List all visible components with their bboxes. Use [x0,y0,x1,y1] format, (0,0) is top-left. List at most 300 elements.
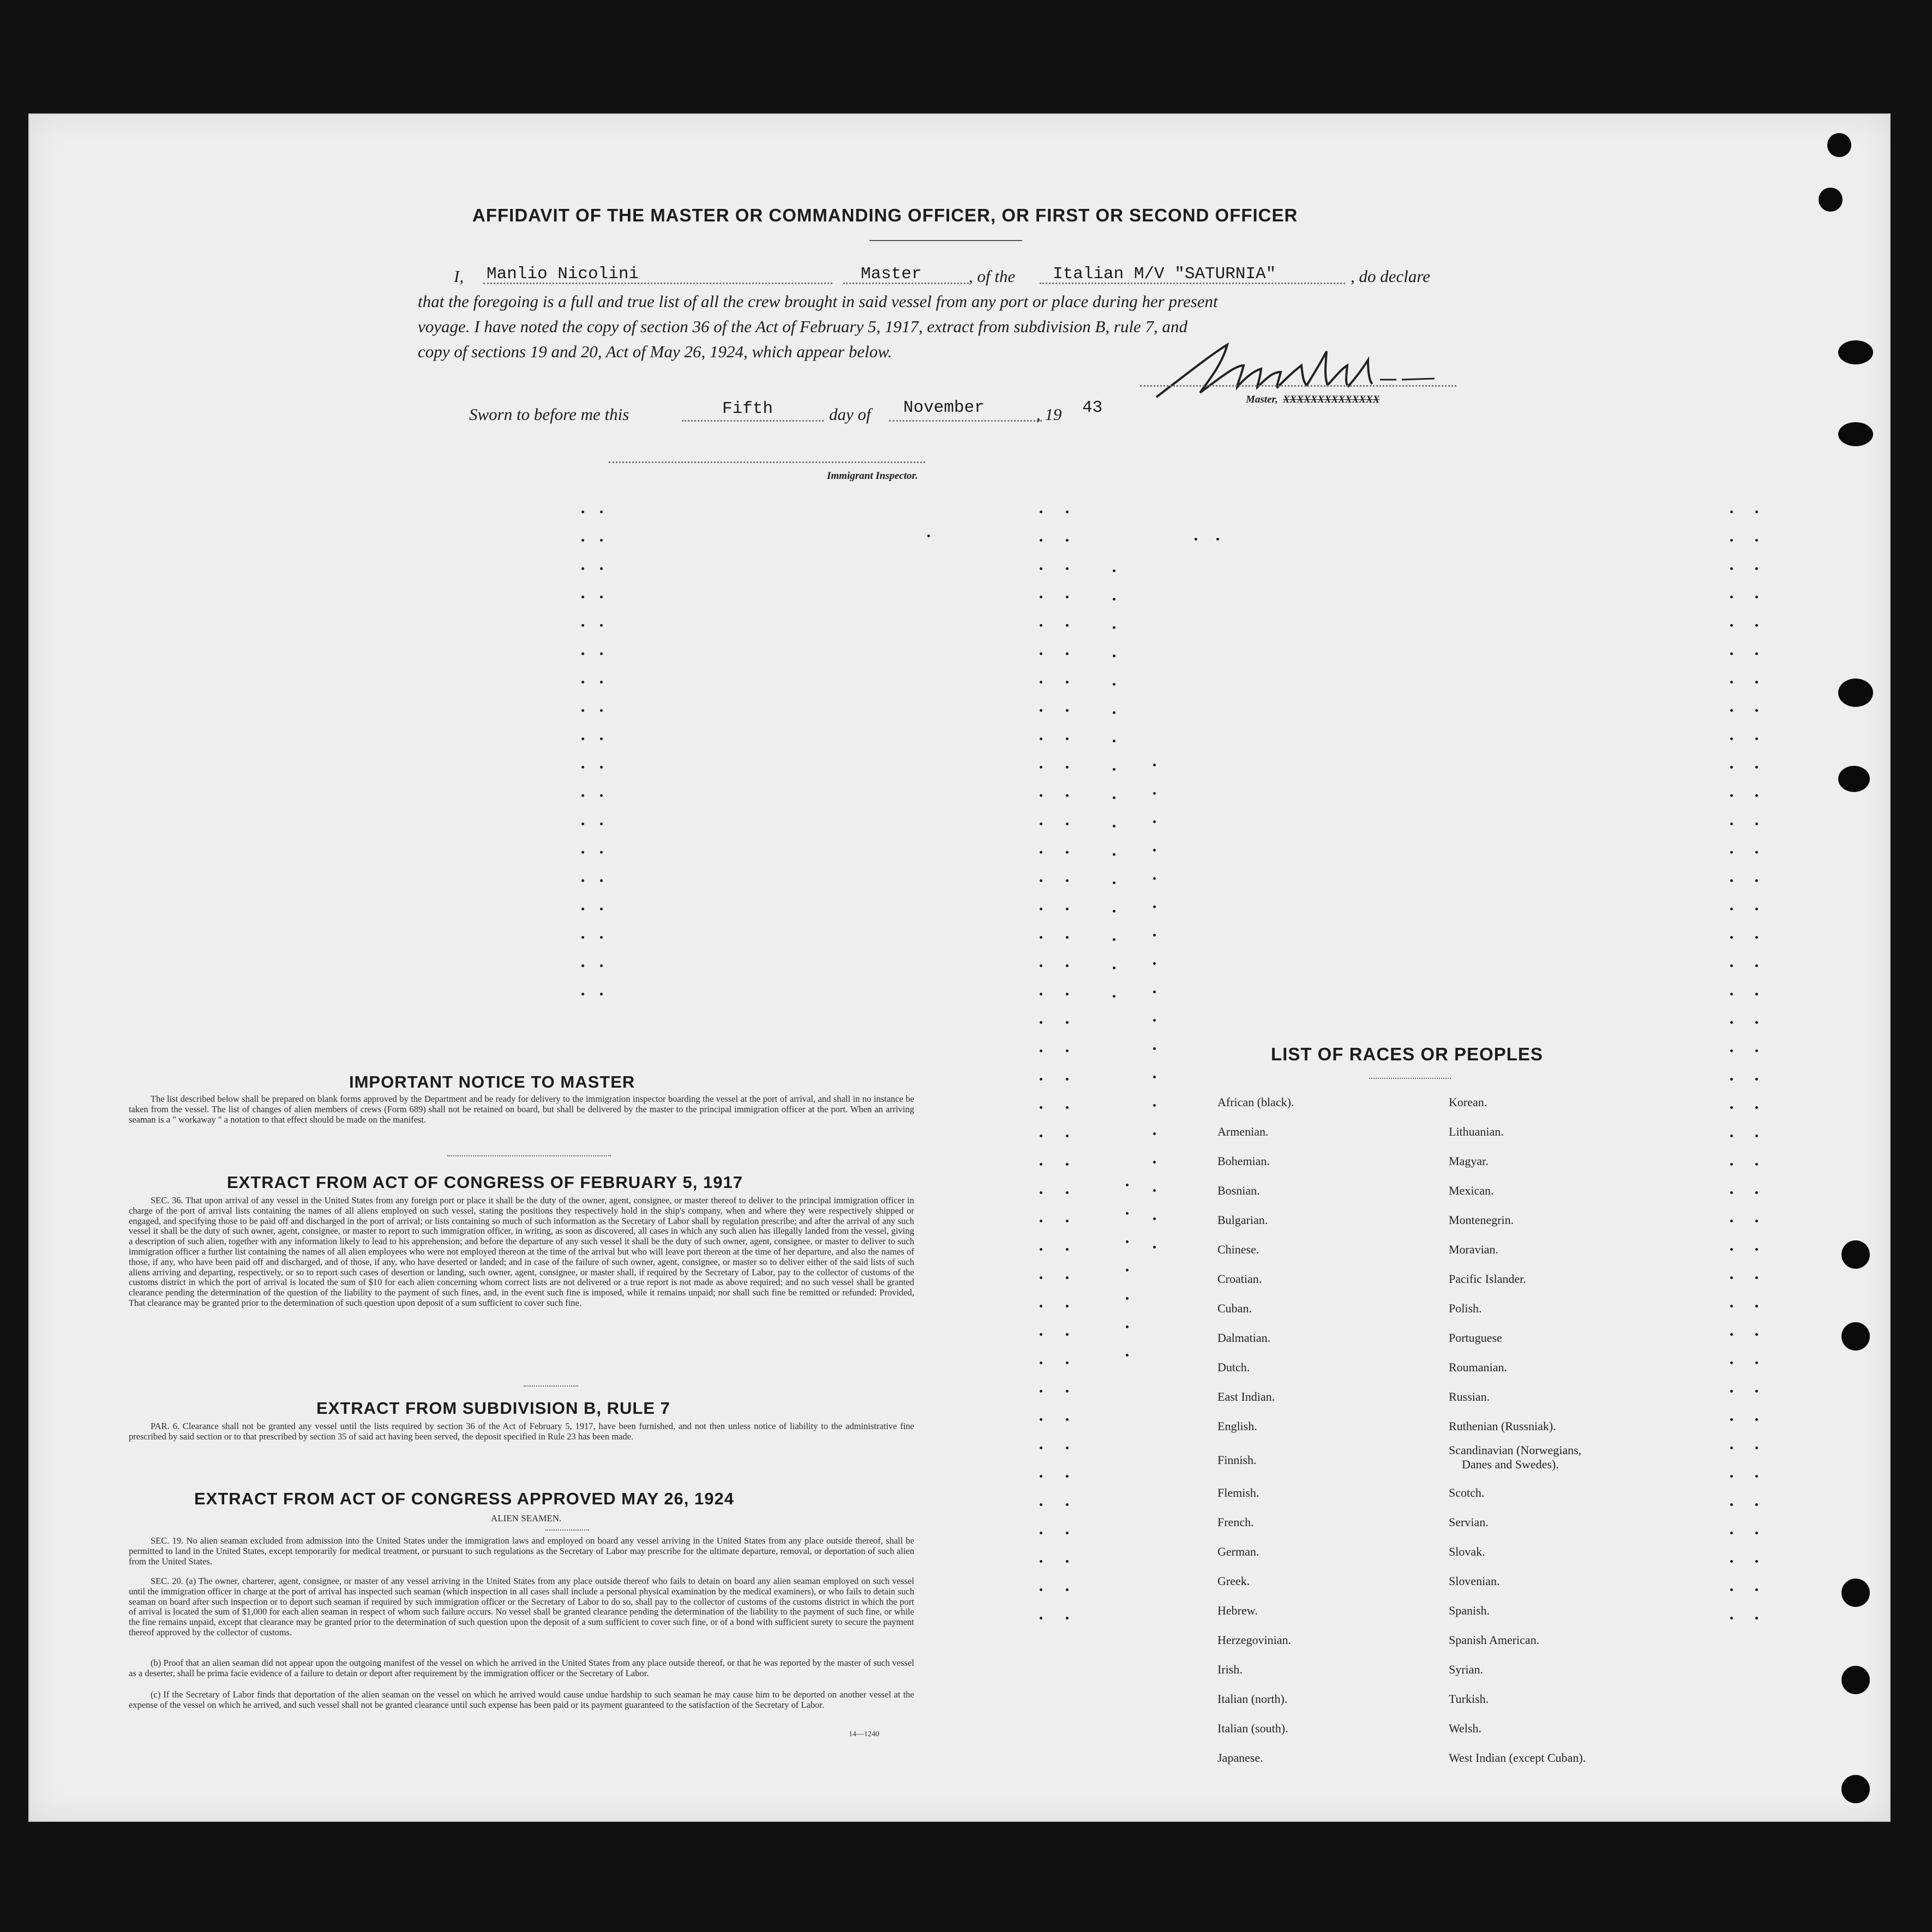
dot-mark [1040,1078,1042,1081]
race-item: Syrian. [1449,1663,1483,1676]
dot-mark [1113,881,1115,884]
dot-mark [600,879,603,882]
extract-1924-sec19: SEC. 19. No alien seaman excluded from admission into the United States under the immigration laws and employed on board any vessel arriving in the United States from any place outside thereof, shall be permitted to land in the United States, except temporarily for medical treatment, or pursuant to such regulations as the Secretary of Labor may prescribe for the ultimate departure, removal, or deportation of such alien from the United States. [129,1535,914,1567]
race-item: Dalmatian. [1217,1331,1271,1345]
dot-mark [1113,768,1115,771]
dot-mark [1066,1276,1069,1279]
race-item: Mexican. [1449,1184,1494,1197]
dot-mark [1113,910,1115,913]
dot-mark [1040,908,1042,910]
dot-mark [581,737,584,740]
dot-mark [1730,596,1733,598]
master-caption-struck: XXXXXXXXXXXXXX [1283,394,1380,405]
race-item: French. [1217,1515,1254,1529]
dot-mark [1730,1361,1733,1364]
dot-mark [1755,1333,1758,1336]
dot-mark [1730,1617,1733,1619]
dot-mark [1066,1106,1069,1109]
dot-mark [1040,1532,1042,1534]
dot-mark [1755,766,1758,769]
dot-mark [1730,1191,1733,1194]
dot-mark [1153,991,1156,993]
form-number: 14—1240 [849,1730,879,1738]
dot-mark [1153,1019,1156,1022]
dot-mark [1730,567,1733,570]
dot-mark [1755,993,1758,995]
dot-mark [581,936,584,939]
sworn-day: Fifth [722,399,773,418]
dot-mark [1040,851,1042,854]
dot-mark [1755,1021,1758,1024]
dot-mark [1153,1217,1156,1220]
dot-mark [1153,764,1156,766]
dot-mark [581,851,584,854]
dot-mark [1153,1076,1156,1078]
dot-mark [1730,794,1733,797]
dot-mark [1153,849,1156,851]
dot-mark [1040,1503,1042,1506]
race-item: East Indian. [1217,1390,1275,1403]
dot-mark [1153,1161,1156,1163]
dot-mark [1040,1617,1042,1619]
dot-mark [1113,569,1115,572]
dot-mark [600,908,603,910]
dot-mark [1755,964,1758,967]
dot-mark [1066,737,1069,740]
dot-mark [1040,511,1042,513]
dot-mark [1755,1447,1758,1449]
dot-mark [1755,1390,1758,1393]
dot-mark [1730,1106,1733,1109]
dot-mark [1755,1276,1758,1279]
binder-hole [1841,1775,1870,1803]
binder-hole [1838,766,1870,792]
dot-mark [1730,1305,1733,1307]
dot-mark [1126,1354,1129,1357]
binder-hole [1819,188,1843,212]
dot-mark [581,964,584,967]
dot-mark [1113,853,1115,856]
dot-mark [1730,1560,1733,1563]
dot-mark [1730,737,1733,740]
race-item: Lithuanian. [1449,1125,1504,1138]
dot-mark [1730,1390,1733,1393]
dot-mark [1066,1588,1069,1591]
dot-mark [1730,1588,1733,1591]
dot-mark [600,652,603,655]
binder-hole [1838,422,1873,446]
dot-mark [1126,1269,1129,1271]
dot-mark [1730,1135,1733,1137]
dot-mark [1066,1163,1069,1166]
dot-mark [1216,538,1219,541]
race-item: Hebrew. [1217,1604,1258,1617]
master-caption: Master, [1246,394,1278,405]
dot-mark [1040,737,1042,740]
dot-mark [1755,511,1758,513]
dot-mark [581,993,584,995]
binder-hole [1827,133,1851,157]
race-item: German. [1217,1545,1259,1558]
dot-mark [1066,567,1069,570]
race-item: Roumanian. [1449,1360,1507,1374]
dot-mark [581,681,584,683]
race-item: Portuguese [1449,1331,1502,1345]
dot-mark [1040,1361,1042,1364]
dot-mark [1066,1305,1069,1307]
race-item: Bulgarian. [1217,1213,1268,1227]
dot-mark [1040,879,1042,882]
extract-1917-text: SEC. 36. That upon arrival of any vessel in the United States from any foreign port or place it shall be the duty of the owner, agent, consignee, or master thereof to deliver to the principal immigration officer in charge of the port of arrival lists containing the names of all aliens employed on such vessel, stating the positions they respectively hold in the ship's company, when and where they were respectively shipped or engaged, and specifying those to be paid off and discharged in the port of arrival; or lists containing so much of such information as the Secretary of Labor shall by regulation prescribe; and after the arrival of any such vessel it shall be the duty of such owner, agent, consignee, or master to report to such immigration officer, in writing, as soon as discovered, all cases in which any such alien has illegally landed from the vessel, giving a description of such alien, together with any information likely to lead to his apprehension; and before the departure of any such vessel it shall be the duty of such owner, agent, consignee, or master to deliver to such immigration officer a further list containing the names of all alien employees who were not employed thereon at the time of the arrival but who will leave port thereon at the time of her departure, and also the names of those, if any, who have been paid off and discharged, and of those, if any, who have deserted or landed; and in case of the failure of such owner, agent, consignee, or master so to deliver either of the said lists of such aliens arriving and departing, respectively, or so to report such cases of desertion or landing, such owner, agent, consignee, or master shall, if required by the Secretary of Labor, pay to the collector of customs of the customs district in which the port of arrival is located the sum of $10 for each alien concerning whom correct lists are not delivered or a true report is not made as above required; and no such vessel shall be granted clearance pending the determination of the question of the liability to the payment of such fines, and, in the event such fine is imposed, while it remains unpaid; nor shall such fine be remitted or refunded: Provided, That clearance may be granted prior to the determination of such question upon deposit of a sum sufficient to cover such fine. [129,1195,914,1308]
dot-mark [600,681,603,683]
declaration-line-3: voyage. I have noted the copy of section 36 of the Act of February 5, 1917, extract from subdivision B, rule 7, and [418,317,1188,336]
dot-mark [1066,879,1069,882]
dot-mark [581,879,584,882]
dot-mark [1066,539,1069,542]
dot-mark [1153,1246,1156,1249]
race-item: Scandinavian (Norwegians, [1449,1443,1582,1457]
dot-mark [1040,1418,1042,1421]
dot-mark [1066,1049,1069,1052]
dot-mark [1730,936,1733,939]
race-item: Spanish American. [1449,1633,1540,1647]
dot-mark [1755,851,1758,854]
dot-mark [1755,1588,1758,1591]
dot-mark [1040,652,1042,655]
race-item: Cuban. [1217,1301,1252,1315]
dot-mark [1730,1021,1733,1024]
dot-mark [1066,823,1069,825]
dot-mark [1730,1248,1733,1251]
dot-mark [1755,652,1758,655]
dot-mark [1153,1047,1156,1050]
decl-prefix: I, [454,267,464,286]
dot-mark [600,737,603,740]
dot-mark [1730,1532,1733,1534]
dot-mark [1153,934,1156,937]
dot-mark [1755,709,1758,712]
extract-rule7-title: EXTRACT FROM SUBDIVISION B, RULE 7 [316,1399,670,1418]
dot-mark [1040,1163,1042,1166]
dot-mark [1113,967,1115,969]
dot-mark [1755,596,1758,598]
dot-mark [1066,1333,1069,1336]
affidavit-title: AFFIDAVIT OF THE MASTER OR COMMANDING OFFICER, OR FIRST OR SECOND OFFICER [472,205,1298,225]
dot-mark [1066,1418,1069,1421]
dot-mark [600,624,603,627]
extract-1924-sec20c: (c) If the Secretary of Labor finds that deportation of the alien seaman on the vessel on which he arrived would cause undue hardship to such seaman he may cause him to be deported on another vessel at the expense of the vessel on which he arrived, and such vessel shall not be granted clearance until such expense has been paid or its payment guaranteed to the satisfaction of the Secretary of Labor. [129,1689,914,1710]
dot-mark [1066,794,1069,797]
dot-mark [1040,1305,1042,1307]
dot-mark [1040,1588,1042,1591]
dot-mark [1066,1248,1069,1251]
dot-mark [1730,624,1733,627]
dot-mark [600,709,603,712]
dot-mark [1755,1163,1758,1166]
dot-mark [1040,1191,1042,1194]
race-item: Croatian. [1217,1272,1262,1286]
race-item: Servian. [1449,1515,1489,1529]
race-item: Slovenian. [1449,1574,1500,1588]
dot-mark [1066,1475,1069,1478]
binder-hole [1841,1240,1870,1269]
dot-mark [1066,1191,1069,1194]
dot-mark [581,823,584,825]
dot-mark [1066,766,1069,769]
dot-mark [600,936,603,939]
dot-mark [1126,1212,1129,1215]
race-item: Greek. [1217,1574,1250,1588]
dot-mark [1066,964,1069,967]
dot-mark [581,766,584,769]
dot-mark [581,596,584,598]
race-item: Korean. [1449,1095,1487,1109]
dot-mark [1755,1475,1758,1478]
extract-1924-title: EXTRACT FROM ACT OF CONGRESS APPROVED MAY 26, 1924 [194,1489,734,1508]
race-item: Ruthenian (Russniak). [1449,1419,1556,1433]
race-item: English. [1217,1419,1257,1433]
sworn-year-suffix: 43 [1082,398,1103,417]
dot-mark [1040,1560,1042,1563]
dot-mark [1066,1560,1069,1563]
dot-mark [927,535,930,537]
dot-mark [1040,1021,1042,1024]
dot-mark [1730,993,1733,995]
dot-mark [1730,1276,1733,1279]
dot-mark [1113,711,1115,714]
dot-mark [581,794,584,797]
extract-1917-title: EXTRACT FROM ACT OF CONGRESS OF FEBRUARY 5, 1917 [227,1173,743,1192]
dot-mark [1040,794,1042,797]
dot-mark [1730,964,1733,967]
dot-mark [1066,1532,1069,1534]
race-item: Finnish. [1217,1453,1257,1467]
dot-mark [1113,796,1115,799]
dot-mark [1126,1325,1129,1328]
vessel-name: Italian M/V "SATURNIA" [1053,265,1276,284]
dot-mark [1755,1418,1758,1421]
dot-mark [1040,993,1042,995]
master-name: Manlio Nicolini [487,265,639,284]
sworn-day-of: day of [829,405,871,424]
dot-mark [600,596,603,598]
dot-mark [1066,511,1069,513]
dot-mark [1040,823,1042,825]
dot-mark [1755,1248,1758,1251]
dot-mark [581,539,584,542]
race-item: Turkish. [1449,1692,1489,1706]
dot-mark [600,993,603,995]
dot-mark [1066,1617,1069,1619]
dot-mark [1730,851,1733,854]
dot-mark [1730,652,1733,655]
race-item: Flemish. [1217,1486,1259,1499]
dot-mark [1113,740,1115,742]
dot-mark [1755,936,1758,939]
dot-mark [1755,1191,1758,1194]
title-divider [869,240,1022,241]
dot-mark [1113,938,1115,941]
dot-mark [1066,1078,1069,1081]
dot-mark [1730,1078,1733,1081]
dot-mark [1730,681,1733,683]
dot-mark [1195,538,1197,541]
race-item: Italian (north). [1217,1692,1288,1706]
dot-mark [1066,1220,1069,1222]
dot-mark [1126,1240,1129,1243]
dot-mark [1066,993,1069,995]
race-item: Chinese. [1217,1243,1259,1256]
declaration-line-2: that the foregoing is a full and true list of all the crew brought in said vessel from any port or place during her present [418,292,1218,311]
binder-hole [1841,1579,1870,1607]
dot-mark [1730,879,1733,882]
dot-mark [581,652,584,655]
dot-mark [1066,652,1069,655]
master-rank: Master [861,265,922,284]
dot-mark [1755,1560,1758,1563]
dot-mark [1066,1503,1069,1506]
dot-mark [1040,1333,1042,1336]
dot-mark [1755,1049,1758,1052]
dot-mark [1730,1447,1733,1449]
race-item: Dutch. [1217,1360,1250,1374]
dot-mark [1755,1305,1758,1307]
master-signature [1140,333,1445,404]
dot-mark [1755,1617,1758,1619]
dot-mark [600,851,603,854]
dot-mark [600,567,603,570]
binder-hole [1841,1322,1870,1351]
dot-mark [1730,709,1733,712]
dot-mark [1730,908,1733,910]
dot-mark [1040,964,1042,967]
dot-mark [1755,1220,1758,1222]
sworn-prefix: Sworn to before me this [469,405,629,424]
dot-mark [1040,936,1042,939]
race-item: Welsh. [1449,1721,1481,1735]
dot-mark [581,624,584,627]
dot-mark [1755,681,1758,683]
dot-mark [1066,1135,1069,1137]
race-item: Polish. [1449,1301,1482,1315]
dot-mark [1113,598,1115,601]
dot-mark [1040,1049,1042,1052]
dot-mark [1040,596,1042,598]
dot-mark [1066,1390,1069,1393]
dot-mark [1730,766,1733,769]
dot-mark [1755,539,1758,542]
dot-mark [1126,1297,1129,1300]
dot-mark [1755,624,1758,627]
dot-mark [600,823,603,825]
dot-mark [1755,823,1758,825]
dot-mark [1730,1418,1733,1421]
decl-of-the: , of the [969,267,1016,286]
dot-mark [1040,1135,1042,1137]
dot-mark [581,567,584,570]
dot-mark [1113,683,1115,686]
dot-mark [1040,1390,1042,1393]
binder-hole [1841,1666,1870,1694]
dot-mark [1755,1135,1758,1137]
dot-mark [1153,877,1156,880]
binder-hole [1838,340,1873,364]
dot-mark [1040,766,1042,769]
extract-1924-sec20b: (b) Proof that an alien seaman did not appear upon the outgoing manifest of the vessel on which he arrived in the United States from any place outside thereof, or that he was reported by the master of such vessel as a deserter, shall be prima facie evidence of a failure to detain or deport after requirement by the immigration officer or the Secretary of Labor. [129,1658,914,1678]
dot-mark [1755,794,1758,797]
dot-mark [1040,1276,1042,1279]
declaration-line-4: copy of sections 19 and 20, Act of May 26, 1924, which appear below. [418,342,892,361]
dot-mark [1040,1447,1042,1449]
race-item: Scotch. [1449,1486,1485,1499]
dot-mark [1755,1078,1758,1081]
race-item: African (black). [1217,1095,1294,1109]
dot-mark [1040,709,1042,712]
dot-mark [1153,962,1156,965]
dot-mark [1113,995,1115,998]
extract-1924-sec20a: SEC. 20. (a) The owner, charterer, agent, consignee, or master of any vessel arriving in the United States from any place outside thereof who fails to detain on board any alien seaman employed on such vessel until the immigration officer in charge at the port of arrival has inspected such seaman (which inspection in all cases shall include a personal physical examination by the medical examiners), or who fails to detain such seaman on board after such inspection or to deport such seaman if required by such immigration officer or the Secretary of Labor to do so, shall pay to the collector of customs of the customs district in which the port of arrival is located the sum of $1,000 for each alien seaman in respect of whom such failure occurs. No vessel shall be granted clearance pending the determination of the liability to the payment of such fine, or while the fine remains unpaid, except that clearance may be granted prior to the determination of such question upon the deposit of a sum sufficient to cover such fine, or of a bond with sufficient surety to secure the payment thereof approved by the collector of customs. [129,1576,914,1637]
notice-title: IMPORTANT NOTICE TO MASTER [349,1072,635,1091]
race-item: Magyar. [1449,1154,1489,1168]
dot-mark [1066,1447,1069,1449]
dot-mark [1730,1503,1733,1506]
race-item: Italian (south). [1217,1721,1288,1735]
dot-mark [1730,1163,1733,1166]
dot-mark [1755,879,1758,882]
dot-mark [1730,823,1733,825]
dot-mark [581,511,584,513]
sworn-year-prefix: , 19 [1036,405,1062,424]
race-item: Herzegovinian. [1217,1633,1291,1647]
dot-mark [1730,539,1733,542]
decl-suffix: , do declare [1351,267,1431,286]
race-item: Danes and Swedes). [1462,1457,1559,1471]
binder-hole [1838,679,1873,707]
race-item: Russian. [1449,1390,1490,1403]
dot-mark [1730,1333,1733,1336]
dot-mark [600,964,603,967]
dot-mark [1153,792,1156,795]
dot-mark [1066,908,1069,910]
inspector-caption: Immigrant Inspector. [827,470,918,482]
dot-mark [1730,1475,1733,1478]
race-item: Pacific Islander. [1449,1272,1526,1286]
race-item: Bohemian. [1217,1154,1270,1168]
dot-mark [1755,908,1758,910]
dot-mark [1066,596,1069,598]
dot-mark [1066,851,1069,854]
race-item: Spanish. [1449,1604,1490,1617]
race-item: Irish. [1217,1663,1243,1676]
dot-mark [1066,681,1069,683]
dot-mark [1153,905,1156,908]
dot-mark [1755,1503,1758,1506]
race-item: Moravian. [1449,1243,1499,1256]
races-title: LIST OF RACES OR PEOPLES [1271,1044,1543,1064]
race-item: Armenian. [1217,1125,1269,1138]
race-item: Bosnian. [1217,1184,1260,1197]
dot-mark [581,709,584,712]
dot-mark [1040,567,1042,570]
dot-mark [1755,737,1758,740]
dot-mark [1730,1220,1733,1222]
race-item: Japanese. [1217,1751,1263,1765]
dot-mark [1113,626,1115,629]
dot-mark [1066,1361,1069,1364]
dot-mark [1755,1361,1758,1364]
dot-mark [1153,1132,1156,1135]
dot-mark [1066,624,1069,627]
